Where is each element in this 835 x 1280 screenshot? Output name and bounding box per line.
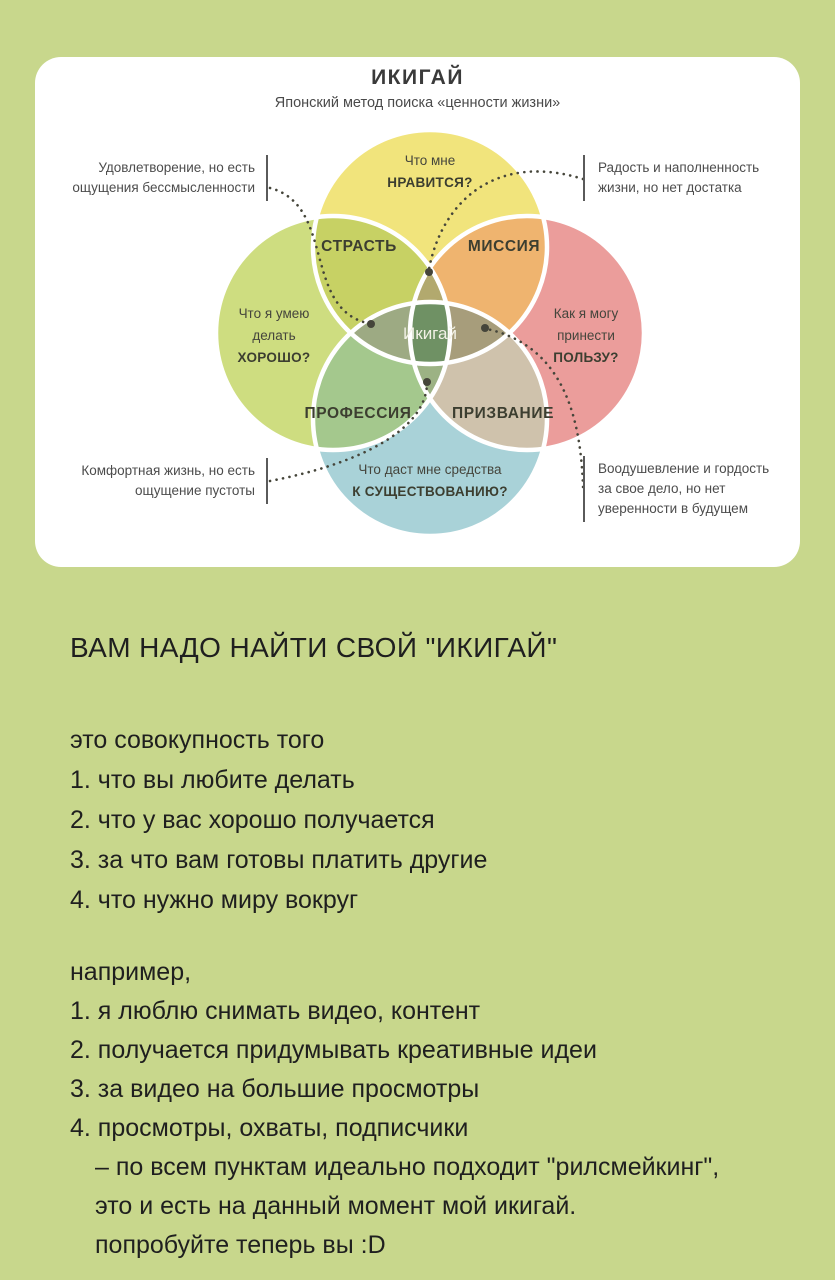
annotation-top-right xyxy=(583,155,816,201)
right-circle-label xyxy=(553,306,618,365)
annotation-line: ощущения бессмысленности xyxy=(72,180,255,195)
annotation-top-left xyxy=(53,155,268,201)
annotation-line: уверенности в будущем xyxy=(598,501,748,516)
example-intro-line: например, xyxy=(70,958,192,986)
page-title: ВАМ НАДО НАЙТИ СВОЙ "ИКИГАЙ" xyxy=(70,632,558,663)
conclusion-line: – по всем пунктам идеально подходит "рилсмейкинг", xyxy=(95,1153,720,1181)
profession-label: ПРОФЕССИЯ xyxy=(304,405,412,422)
vocation-label: ПРИЗВАНИЕ xyxy=(451,405,555,422)
right-circle-line1: Как я могу xyxy=(553,306,619,321)
annotation-bottom-left xyxy=(53,458,268,504)
conclusion-line: это и есть на данный момент мой икигай. xyxy=(95,1192,577,1220)
example-list-item: 1. я люблю снимать видео, контент xyxy=(70,997,481,1025)
annotation-line: ощущение пустоты xyxy=(134,483,255,498)
annotation-line: Радость и наполненность xyxy=(598,160,760,175)
conclusion-line: попробуйте теперь вы :D xyxy=(95,1231,386,1259)
annotation-line: Удовлетворение, но есть xyxy=(98,160,255,175)
top-circle-line1: Что мне xyxy=(404,153,456,168)
diagram-title: ИКИГАЙ xyxy=(371,66,464,89)
diagram-card xyxy=(35,57,800,567)
passion-label: СТРАСТЬ xyxy=(321,238,397,255)
ikigai-center-label: Икигай xyxy=(403,324,457,343)
list-item: 2. что у вас хорошо получается xyxy=(70,806,435,834)
annotation-line: Воодушевление и гордость xyxy=(598,461,770,476)
example-list-item: 3. за видео на большие просмотры xyxy=(70,1075,480,1103)
mission-label: МИССИЯ xyxy=(467,238,541,255)
annotation-line: Комфортная жизнь, но есть xyxy=(81,463,255,478)
bottom-circle-line2: К СУЩЕСТВОВАНИЮ? xyxy=(352,484,508,499)
left-circle-line2: делать xyxy=(252,328,296,343)
diagram-subtitle: Японский метод поиска «ценности жизни» xyxy=(274,95,561,111)
left-circle-line1: Что я умею xyxy=(238,306,310,321)
right-circle-line2: принести xyxy=(557,328,615,343)
spacer xyxy=(70,920,830,953)
example-list-item: 4. просмотры, охваты, подписчики xyxy=(70,1114,469,1142)
annotation-bottom-right xyxy=(583,456,820,522)
right-circle-line3: ПОЛЬЗУ? xyxy=(553,350,619,365)
explanation-text xyxy=(70,632,830,1265)
left-circle-line3: ХОРОШО? xyxy=(237,350,311,365)
top-circle-line2: НРАВИТСЯ? xyxy=(387,175,473,190)
example-list-item: 2. получается придумывать креативные идеи xyxy=(70,1036,597,1064)
annotation-line: жизни, но нет достатка xyxy=(598,180,742,195)
list-item: 3. за что вам готовы платить другие xyxy=(70,846,488,874)
intro-line: это совокупность того xyxy=(70,726,325,754)
bottom-circle-line1: Что даст мне средства xyxy=(358,462,502,477)
list-item: 4. что нужно миру вокруг xyxy=(70,886,359,914)
list-item: 1. что вы любите делать xyxy=(70,766,355,794)
annotation-line: за свое дело, но нет xyxy=(598,481,726,496)
